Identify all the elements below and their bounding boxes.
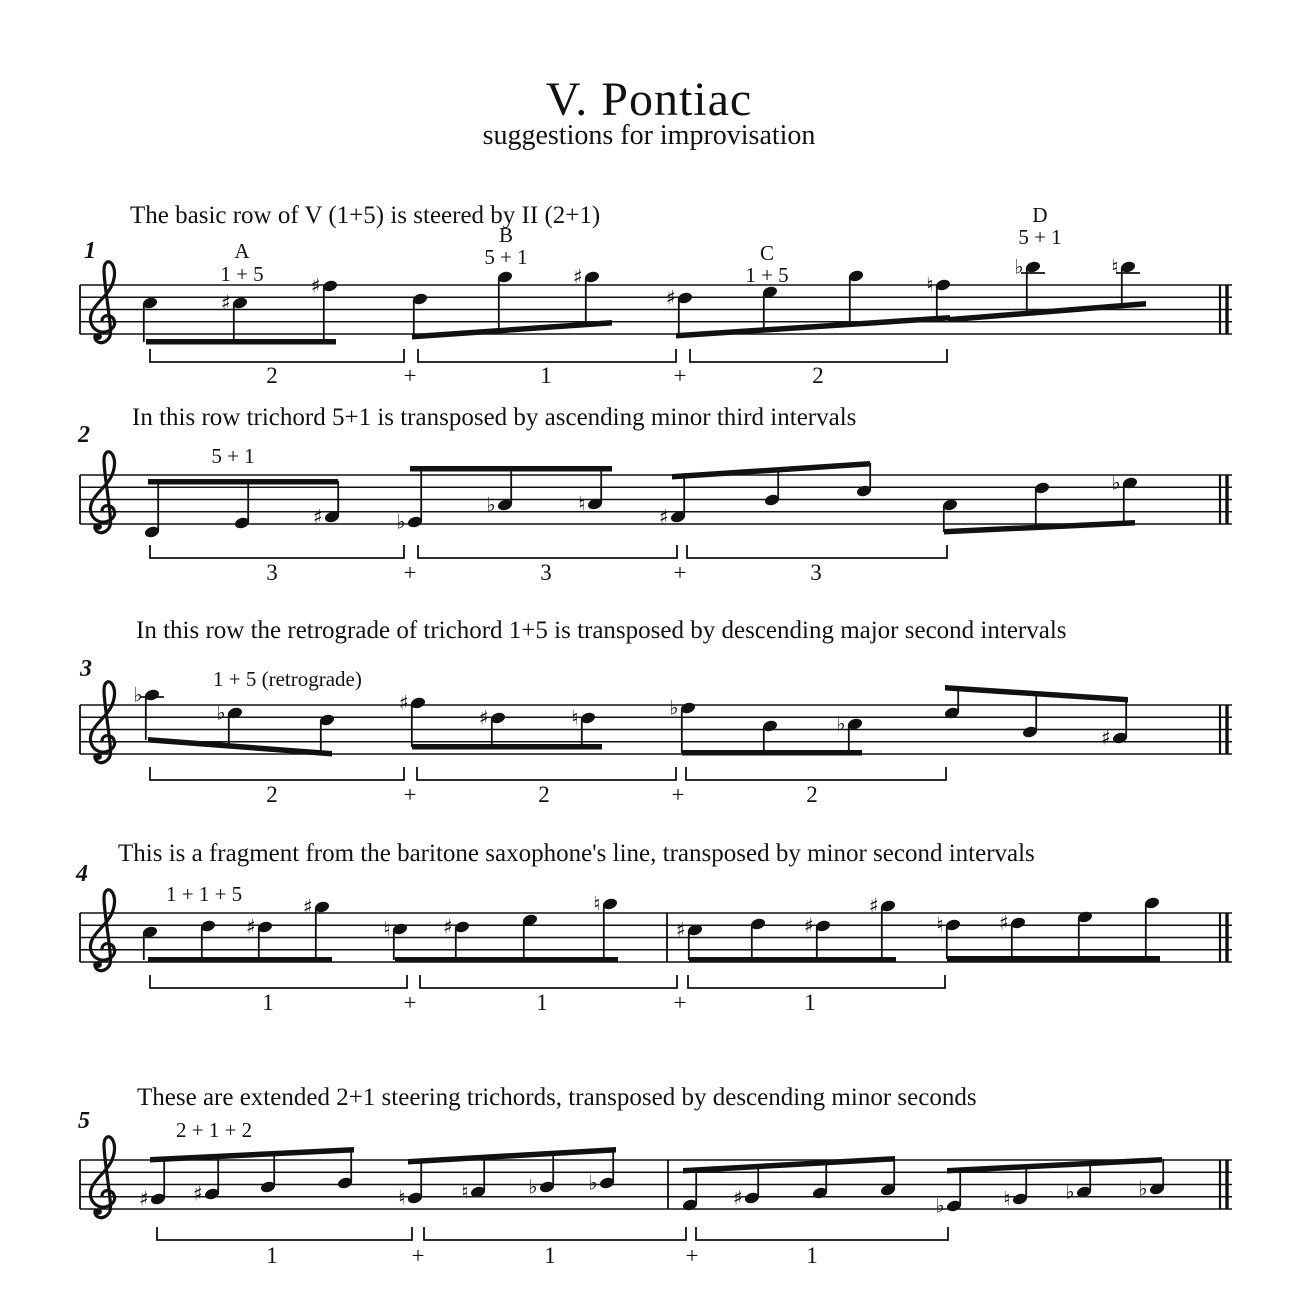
- accidental: ♮: [398, 1185, 406, 1210]
- accidental: ♭: [836, 711, 846, 736]
- system-1-caption: The basic row of V (1+5) is steered by II (2+1): [130, 202, 601, 229]
- analysis-bracket: [150, 349, 404, 362]
- treble-clef-icon: [90, 682, 114, 763]
- bracket-label: 3: [266, 560, 278, 585]
- accidental: ♮: [571, 705, 579, 730]
- bracket-label: +: [403, 363, 417, 388]
- accidental: ♯: [138, 1186, 149, 1211]
- system-3-number: 3: [80, 656, 92, 682]
- accidental: ♯: [998, 910, 1009, 935]
- bracket-label: 1: [536, 990, 548, 1015]
- trichord-label: C: [759, 241, 775, 265]
- beam: [948, 301, 1146, 323]
- analysis-bracket: [157, 1227, 412, 1240]
- system-4-number: 4: [76, 861, 88, 887]
- beam: [947, 956, 1160, 962]
- accidental: ♯: [675, 917, 686, 942]
- system-4-caption: This is a fragment from the baritone saxophone's line, transposed by minor second intervals: [118, 840, 1035, 867]
- beam: [408, 1147, 616, 1165]
- accidental: ♭: [1111, 470, 1121, 495]
- analysis-bracket: [420, 975, 677, 988]
- bracket-label: +: [403, 560, 417, 585]
- beam: [689, 957, 896, 963]
- trichord-label: B: [498, 223, 514, 247]
- accidental: ♯: [803, 913, 814, 938]
- accidental: ♭: [1065, 1179, 1075, 1204]
- treble-clef-dot: [95, 1208, 102, 1215]
- accidental: ♯: [310, 273, 321, 298]
- bracket-label: 3: [540, 560, 552, 585]
- bracket-label: 2: [806, 782, 818, 807]
- treble-clef-icon: [90, 262, 114, 343]
- bracket-label: 2: [538, 782, 550, 807]
- system-2-number: 2: [78, 422, 90, 448]
- system-5-caption: These are extended 2+1 steering trichords, transposed by descending minor seconds: [137, 1084, 977, 1111]
- analysis-bracket: [687, 545, 947, 558]
- analysis-bracket: [688, 975, 945, 988]
- accidental: ♯: [442, 914, 453, 939]
- treble-clef-icon: [90, 452, 114, 533]
- analysis-bracket: [686, 767, 946, 780]
- beam: [395, 957, 618, 963]
- treble-clef-icon: [90, 1137, 114, 1218]
- analysis-bracket: [418, 545, 677, 558]
- page-subtitle: suggestions for improvisation: [482, 120, 816, 151]
- analysis-bracket: [150, 545, 404, 558]
- beam: [672, 461, 870, 480]
- beam: [412, 320, 612, 340]
- bracket-label: +: [673, 990, 687, 1015]
- accidental: ♯: [220, 290, 231, 315]
- accidental: ♯: [478, 705, 489, 730]
- accidental: ♭: [588, 1170, 598, 1195]
- bracket-label: 2: [266, 782, 278, 807]
- accidental: ♭: [1138, 1176, 1148, 1201]
- bracket-label: 2: [266, 363, 278, 388]
- beam: [676, 315, 950, 339]
- accidental: ♮: [593, 891, 601, 916]
- bracket-label: +: [685, 1243, 699, 1268]
- system-2-caption: In this row trichord 5+1 is transposed by ascending minor third intervals: [132, 404, 857, 431]
- trichord-label: 5 + 1: [211, 444, 255, 468]
- accidental: ♯: [732, 1185, 743, 1210]
- accidental: ♭: [486, 492, 496, 517]
- analysis-bracket: [150, 975, 407, 988]
- bracket-label: +: [403, 782, 417, 807]
- accidental: ♭: [935, 1193, 945, 1218]
- bracket-label: 1: [262, 990, 274, 1015]
- accidental: ♯: [572, 264, 583, 289]
- trichord-label: 1 + 5: [220, 262, 264, 286]
- trichord-label: 1 + 5: [745, 263, 789, 287]
- trichord-label: 2 + 1 + 2: [176, 1118, 253, 1142]
- bracket-label: 1: [804, 990, 816, 1015]
- accidental: ♯: [868, 893, 879, 918]
- trichord-label: 1 + 1 + 5: [166, 882, 243, 906]
- accidental: ♮: [926, 272, 934, 297]
- trichord-label: D: [1032, 203, 1048, 227]
- trichord-label: A: [234, 239, 250, 263]
- bracket-label: +: [673, 560, 687, 585]
- analysis-bracket: [418, 349, 676, 362]
- trichord-label: 5 + 1: [484, 245, 528, 269]
- accidental: ♮: [1111, 254, 1119, 279]
- bracket-label: 1: [806, 1243, 818, 1268]
- beam: [412, 744, 602, 750]
- bracket-label: +: [411, 1243, 425, 1268]
- treble-clef-dot: [95, 333, 102, 340]
- bracket-label: +: [403, 990, 417, 1015]
- beam: [682, 750, 862, 756]
- accidental: ♯: [665, 285, 676, 310]
- analysis-bracket: [150, 767, 404, 780]
- accidental: ♮: [461, 1179, 469, 1204]
- accidental: ♭: [669, 695, 679, 720]
- beam: [148, 957, 332, 963]
- treble-clef-dot: [95, 753, 102, 760]
- analysis-bracket: [690, 349, 947, 362]
- beam: [146, 339, 336, 345]
- accidental: ♭: [528, 1174, 538, 1199]
- bracket-label: 1: [266, 1243, 278, 1268]
- accidental: ♮: [383, 916, 391, 941]
- accidental: ♭: [133, 682, 143, 707]
- bracket-label: +: [673, 363, 687, 388]
- accidental: ♯: [1100, 725, 1111, 750]
- accidental: ♯: [658, 504, 669, 529]
- beam: [148, 479, 338, 485]
- accidental: ♯: [245, 914, 256, 939]
- accidental: ♮: [1003, 1186, 1011, 1211]
- system-1-number: 1: [84, 238, 96, 264]
- bracket-label: 1: [540, 363, 552, 388]
- bracket-label: 3: [810, 560, 822, 585]
- bracket-label: 2: [812, 363, 824, 388]
- system-5-number: 5: [78, 1108, 90, 1134]
- bracket-label: +: [671, 782, 685, 807]
- trichord-label: 1 + 5 (retrograde): [213, 667, 362, 691]
- accidental: ♯: [302, 894, 313, 919]
- analysis-bracket: [696, 1227, 948, 1240]
- bracket-label: 1: [544, 1243, 556, 1268]
- accidental: ♭: [216, 700, 226, 725]
- system-3-caption: In this row the retrograde of trichord 1+5 is transposed by descending major second intervals: [136, 617, 1067, 644]
- accidental: ♮: [578, 491, 586, 516]
- page-title: V. Pontiac: [545, 73, 753, 126]
- accidental: ♭: [1014, 254, 1024, 279]
- beam: [944, 520, 1135, 535]
- accidental: ♯: [192, 1181, 203, 1206]
- treble-clef-dot: [95, 961, 102, 968]
- accidental: ♮: [936, 912, 944, 937]
- treble-clef-icon: [90, 890, 114, 971]
- accidental: ♭: [396, 509, 406, 534]
- beam: [683, 1156, 895, 1174]
- treble-clef-dot: [95, 523, 102, 530]
- analysis-bracket: [417, 767, 676, 780]
- trichord-label: 5 + 1: [1018, 225, 1062, 249]
- accidental: ♯: [398, 690, 409, 715]
- accidental: ♯: [312, 504, 323, 529]
- analysis-bracket: [424, 1227, 686, 1240]
